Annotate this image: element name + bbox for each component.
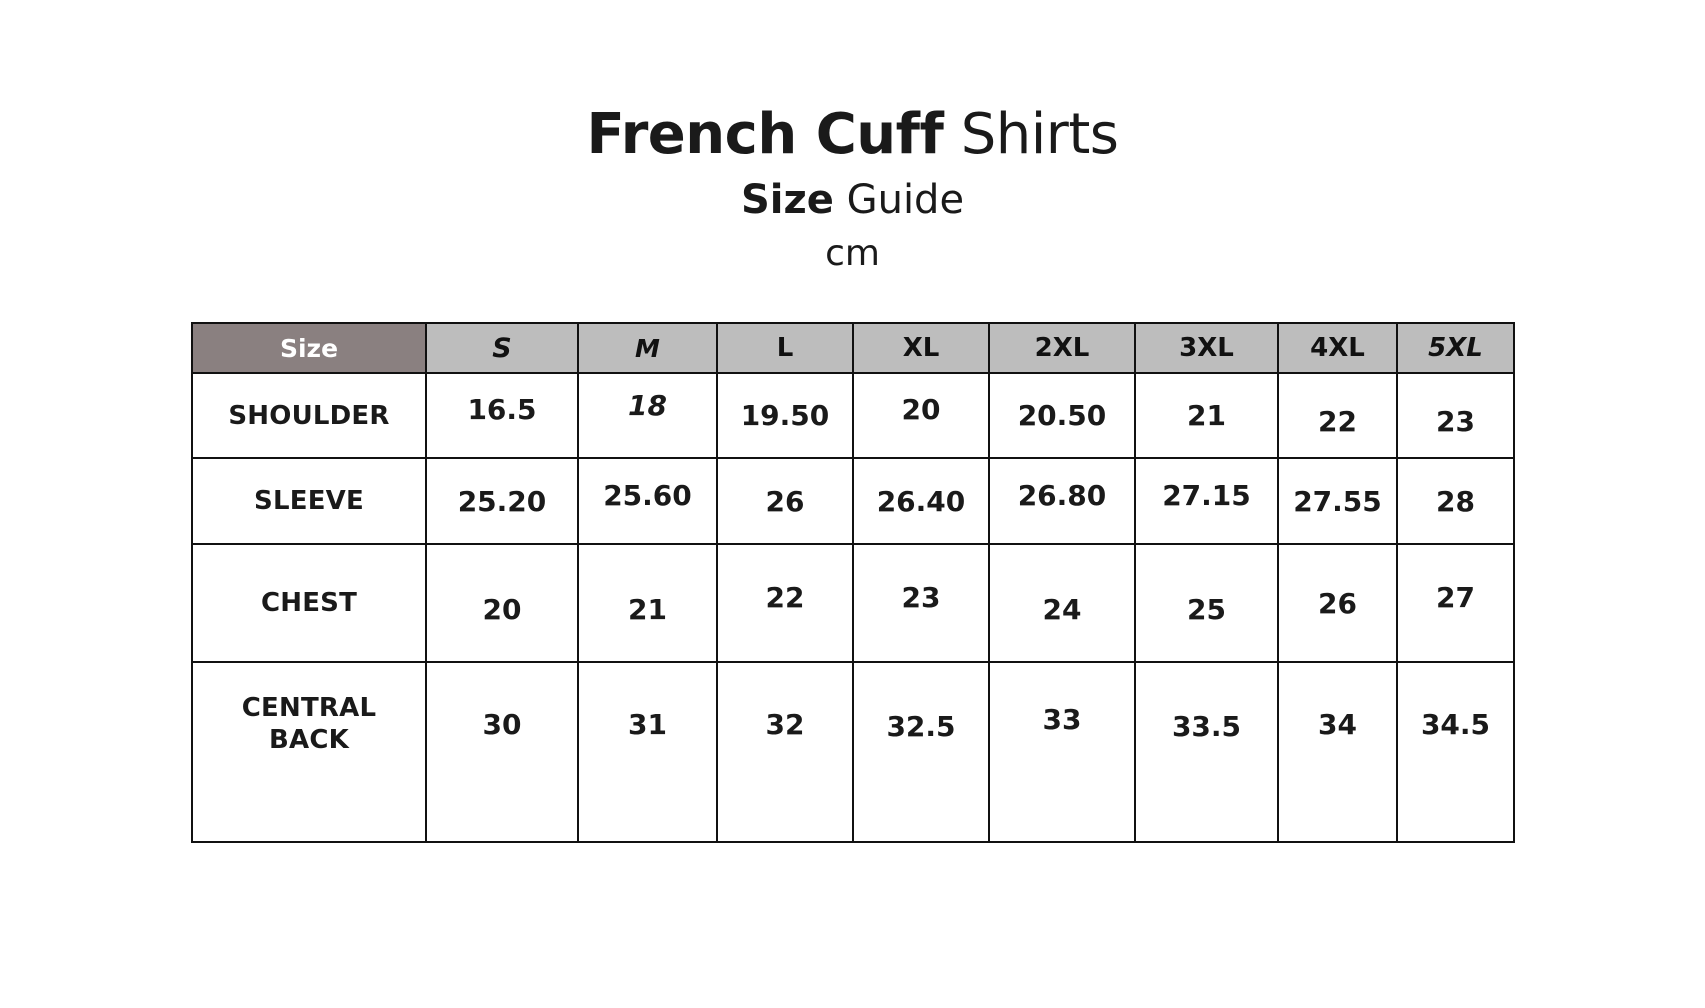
table-header bbox=[192, 323, 1514, 373]
cell-back-m bbox=[578, 662, 717, 842]
cell-back-s bbox=[426, 662, 578, 842]
cell-shoulder-xl bbox=[853, 373, 989, 458]
cell-value: 26 bbox=[1318, 586, 1357, 620]
table-row bbox=[192, 373, 1514, 458]
cell-value: 25.60 bbox=[603, 478, 692, 512]
cell-back-5xl bbox=[1397, 662, 1514, 842]
table-body bbox=[192, 373, 1514, 842]
cell-value: 27 bbox=[1436, 580, 1475, 614]
cell-value: 21 bbox=[1187, 399, 1226, 432]
cell-shoulder-m bbox=[578, 373, 717, 458]
cell-value: 27.55 bbox=[1293, 484, 1382, 518]
column-header-size: Size bbox=[192, 323, 426, 373]
cell-value: 26.80 bbox=[1017, 478, 1107, 512]
cell-shoulder-3xl bbox=[1135, 373, 1278, 458]
cell-value: 23 bbox=[1436, 405, 1475, 438]
cell-sleeve-5xl bbox=[1397, 458, 1514, 544]
cell-shoulder-l bbox=[717, 373, 853, 458]
cell-sleeve-xl bbox=[853, 458, 989, 544]
cell-sleeve-m bbox=[578, 458, 717, 544]
size-table bbox=[191, 322, 1515, 843]
cell-back-xl bbox=[853, 662, 989, 842]
row-label-line1: CENTRAL bbox=[241, 692, 377, 723]
cell-sleeve-l bbox=[717, 458, 853, 544]
cell-shoulder-5xl bbox=[1397, 373, 1514, 458]
cell-value: 22 bbox=[1318, 405, 1357, 438]
cell-chest-l bbox=[717, 544, 853, 662]
cell-value: 33 bbox=[1042, 702, 1082, 736]
cell-value: 20.50 bbox=[1017, 399, 1107, 432]
cell-chest-m bbox=[578, 544, 717, 662]
cell-value: 34.5 bbox=[1420, 707, 1491, 741]
cell-back-3xl bbox=[1135, 662, 1278, 842]
cell-value: 32 bbox=[765, 707, 805, 741]
cell-value: 20 bbox=[901, 393, 941, 426]
table-row bbox=[192, 458, 1514, 544]
row-label-sleeve: SLEEVE bbox=[192, 458, 426, 544]
cell-value: 23 bbox=[901, 580, 941, 614]
cell-value: 24 bbox=[1042, 592, 1082, 626]
cell-sleeve-s bbox=[426, 458, 578, 544]
table-header-row bbox=[192, 323, 1514, 373]
column-header-3xl: 3XL bbox=[1135, 323, 1278, 373]
cell-chest-5xl bbox=[1397, 544, 1514, 662]
cell-value: 19.50 bbox=[740, 399, 830, 432]
page-title-strong: French Cuff bbox=[586, 102, 944, 167]
cell-value: 26 bbox=[765, 484, 805, 518]
cell-value: 21 bbox=[628, 592, 667, 626]
cell-value: 26.40 bbox=[876, 484, 966, 518]
cell-value: 16.5 bbox=[467, 393, 537, 426]
cell-value: 20 bbox=[482, 592, 522, 626]
table-row bbox=[192, 544, 1514, 662]
cell-sleeve-2xl bbox=[989, 458, 1135, 544]
cell-value: 25 bbox=[1187, 592, 1226, 626]
cell-shoulder-4xl bbox=[1278, 373, 1397, 458]
page-subtitle bbox=[0, 175, 1705, 225]
cell-value: 22 bbox=[765, 580, 805, 614]
cell-value: 33.5 bbox=[1171, 709, 1242, 743]
page-title-light: Shirts bbox=[943, 102, 1119, 167]
column-header-l: L bbox=[717, 323, 853, 373]
unit-label: cm bbox=[825, 232, 880, 274]
cell-value: 32.5 bbox=[886, 709, 956, 743]
row-label-central-back bbox=[192, 662, 426, 842]
column-header-xl: XL bbox=[853, 323, 989, 373]
column-header-4xl: 4XL bbox=[1278, 323, 1397, 373]
cell-value: 18 bbox=[628, 389, 667, 422]
table-row bbox=[192, 662, 1514, 842]
column-header-5xl: 5XL bbox=[1397, 323, 1514, 373]
size-table-container bbox=[191, 322, 1513, 843]
cell-value: 34 bbox=[1318, 707, 1357, 741]
cell-back-2xl bbox=[989, 662, 1135, 842]
page-subtitle-light: Guide bbox=[833, 176, 965, 223]
cell-shoulder-2xl bbox=[989, 373, 1135, 458]
cell-shoulder-s bbox=[426, 373, 578, 458]
cell-back-l bbox=[717, 662, 853, 842]
cell-chest-3xl bbox=[1135, 544, 1278, 662]
cell-value: 28 bbox=[1436, 484, 1475, 518]
cell-value: 31 bbox=[628, 707, 667, 741]
cell-value: 27.15 bbox=[1162, 478, 1251, 512]
row-label-chest: CHEST bbox=[192, 544, 426, 662]
column-header-m: M bbox=[578, 323, 717, 373]
page-subtitle-strong: Size bbox=[740, 176, 834, 223]
page-title bbox=[0, 104, 1705, 167]
cell-back-4xl bbox=[1278, 662, 1397, 842]
row-label-shoulder: SHOULDER bbox=[192, 373, 426, 458]
cell-value: 25.20 bbox=[457, 484, 547, 518]
cell-chest-xl bbox=[853, 544, 989, 662]
cell-value: 30 bbox=[482, 707, 522, 741]
row-label-line2: BACK bbox=[269, 725, 349, 755]
column-header-2xl: 2XL bbox=[989, 323, 1135, 373]
cell-chest-4xl bbox=[1278, 544, 1397, 662]
column-header-s: S bbox=[426, 323, 578, 373]
cell-sleeve-3xl bbox=[1135, 458, 1278, 544]
cell-chest-2xl bbox=[989, 544, 1135, 662]
cell-sleeve-4xl bbox=[1278, 458, 1397, 544]
cell-chest-s bbox=[426, 544, 578, 662]
title-block bbox=[0, 0, 1705, 274]
